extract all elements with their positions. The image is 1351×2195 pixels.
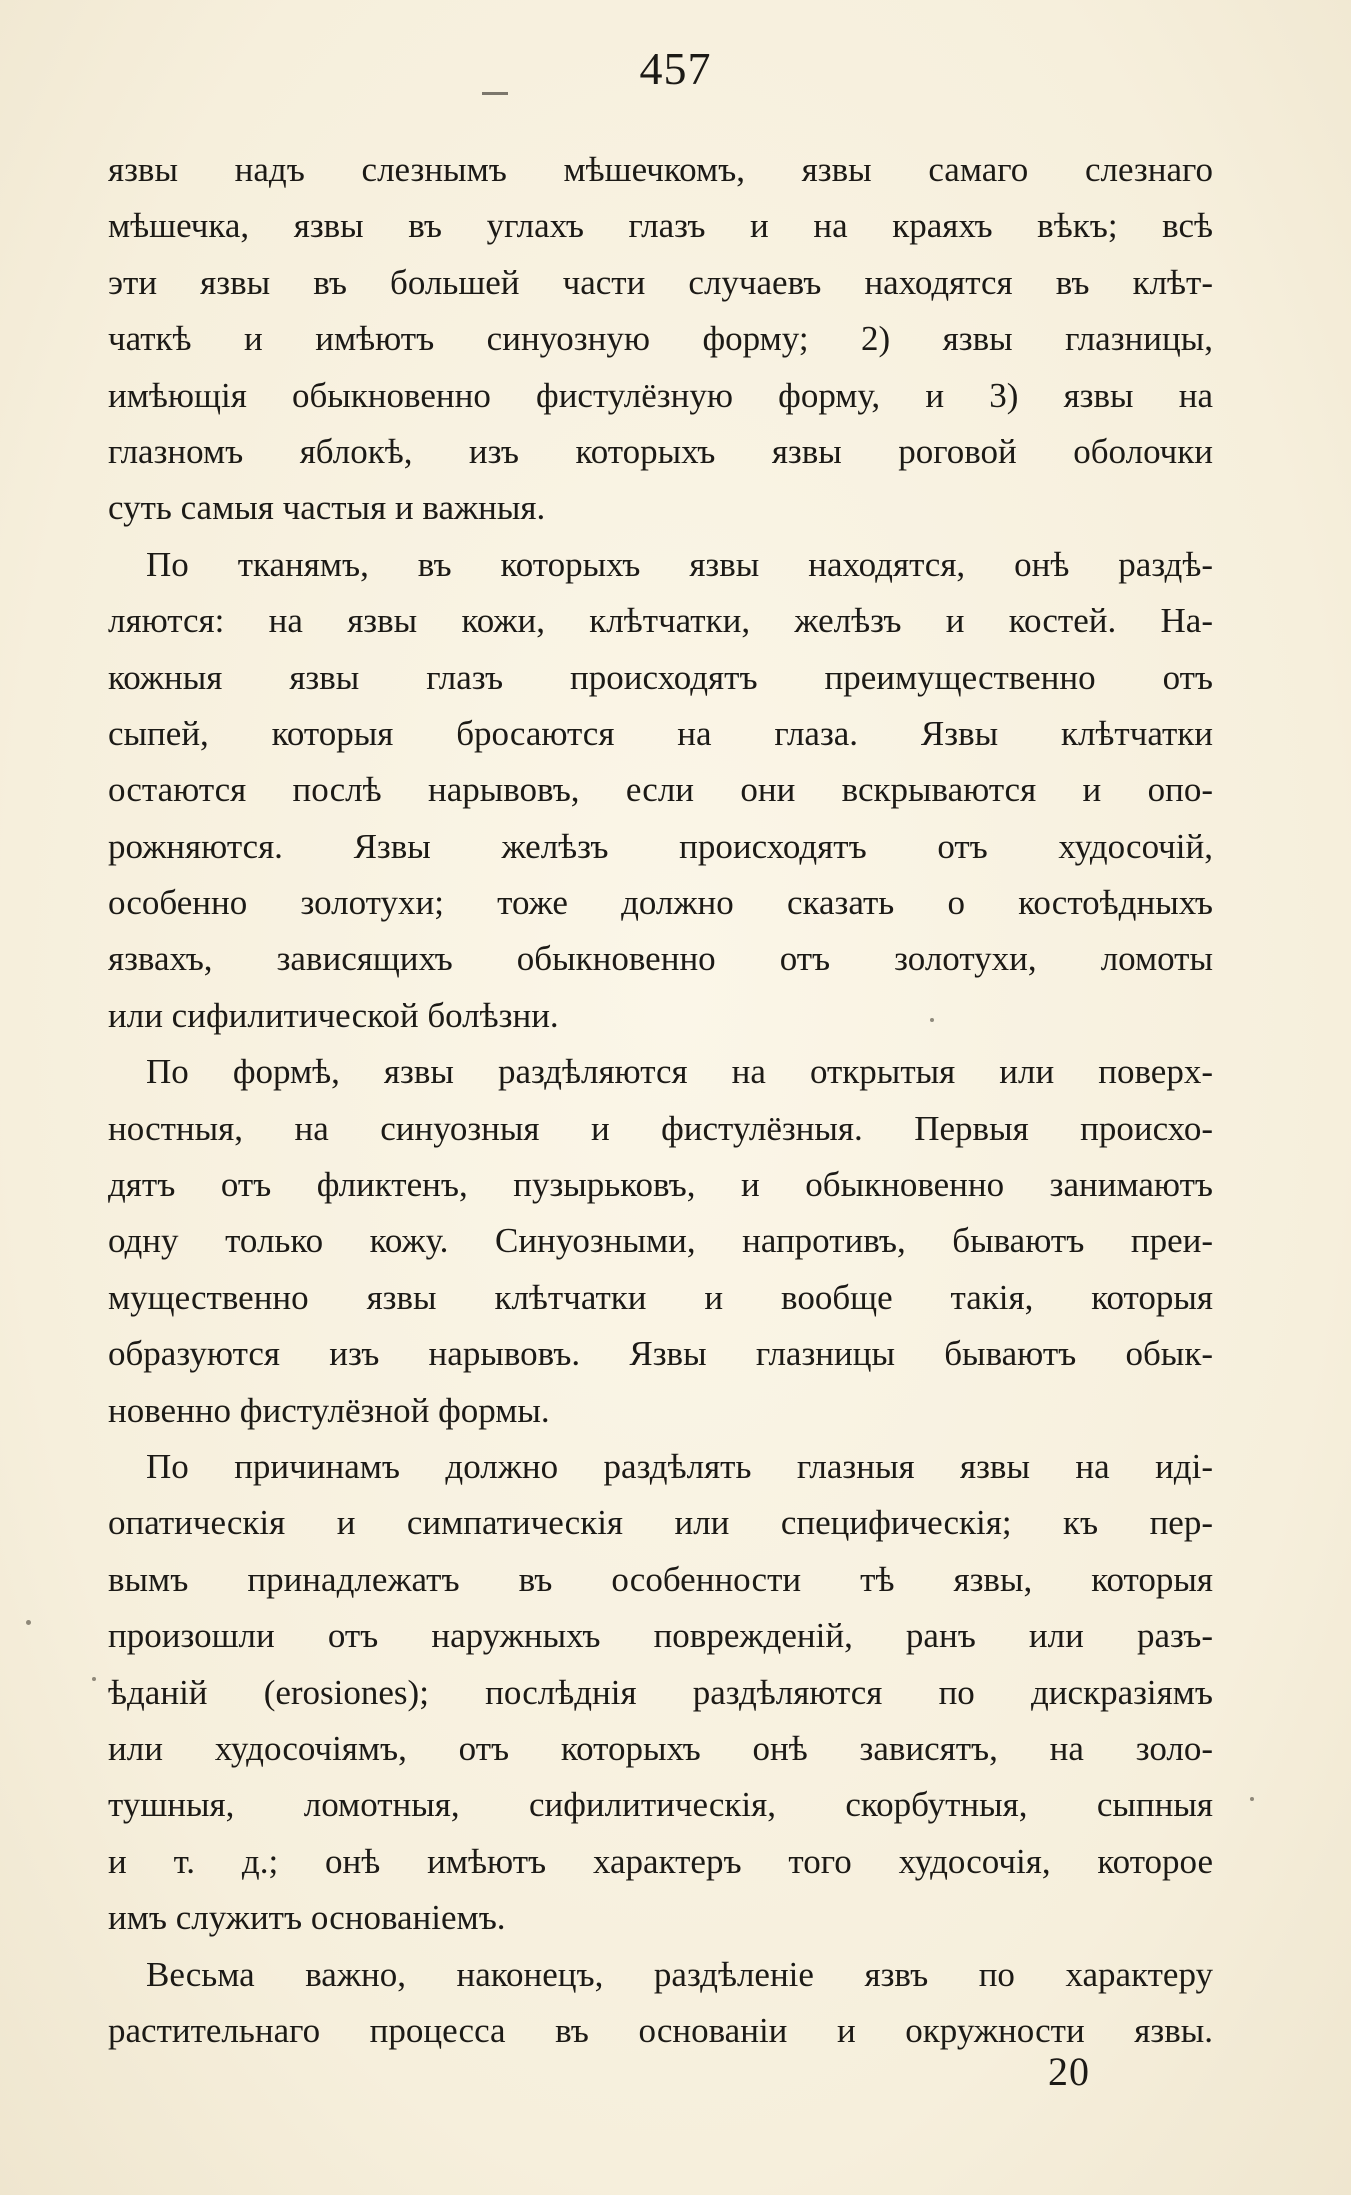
text-line: дятъ отъ фликтенъ, пузырьковъ, и обыкновенно занимаютъ [108,1165,1213,1205]
text-line: ностныя, на синуозныя и фистулёзныя. Первыя происхо- [108,1108,1213,1148]
text-line: и т. д.; онѣ имѣютъ характеръ того худосочія, которое [108,1841,1213,1881]
text-line: чаткѣ и имѣютъ синуозную форму; 2) язвы глазницы, [108,319,1213,359]
text-line: По причинамъ должно раздѣлять глазныя язвы на иді- [146,1446,1213,1486]
text-line: остаются послѣ нарывовъ, если они вскрываются и опо- [108,770,1213,810]
paragraph-by-process [108,1947,1213,2060]
text-line: растительнаго процесса въ основаніи и окружности язвы. [108,2010,1213,2050]
text-line: или сифилитической болѣзни. [108,995,559,1035]
text-line: ляются: на язвы кожи, клѣтчатки, желѣзъ и костей. На- [108,601,1213,641]
ink-speck [92,1677,96,1681]
text-line: или худосочіямъ, отъ которыхъ онѣ зависятъ, на золо- [108,1728,1213,1768]
paragraph-ulcer-locations [108,142,1213,537]
text-line: кожныя язвы глазъ происходятъ преимущественно отъ [108,657,1213,697]
ink-speck [1250,1797,1254,1801]
text-line: имъ служитъ основаніемъ. [108,1898,506,1938]
text-line: глазномъ яблокѣ, изъ которыхъ язвы роговой оболочки [108,431,1213,471]
paragraph-by-causes [108,1439,1213,1947]
text-line: имѣющія обыкновенно фистулёзную форму, и 3) язвы на [108,375,1213,415]
text-line: эти язвы въ большей части случаевъ находятся въ клѣт- [108,262,1213,302]
text-line: особенно золотухи; тоже должно сказать о костоѣдныхъ [108,883,1213,923]
body-text [108,142,1213,2059]
text-line: мущественно язвы клѣтчатки и вообще такія, которыя [108,1277,1213,1317]
text-line: суть самыя частыя и важныя. [108,488,546,528]
paragraph-by-tissues [108,537,1213,1045]
text-line: новенно фистулёзной формы. [108,1390,550,1430]
text-line: тушныя, ломотныя, сифилитическія, скорбутныя, сыпныя [108,1785,1213,1825]
ink-speck [26,1620,31,1625]
text-line: рожняются. Язвы желѣзъ происходятъ отъ худосочій, [108,826,1213,866]
text-line: одну только кожу. Синуозными, напротивъ, бываютъ преи- [108,1221,1213,1261]
ink-speck [930,1018,934,1022]
text-line: сыпей, которыя бросаются на глаза. Язвы клѣтчатки [108,713,1213,753]
paragraph-by-form [108,1044,1213,1439]
text-line: произошли отъ наружныхъ поврежденій, ранъ или разъ- [108,1616,1213,1656]
page-number: 457 [639,43,712,94]
text-line: вымъ принадлежатъ въ особенности тѣ язвы, которыя [108,1559,1213,1599]
text-line: мѣшечка, язвы въ углахъ глазъ и на краяхъ вѣкъ; всѣ [108,206,1213,246]
header-ink-mark [482,92,508,95]
text-line: опатическія и симпатическія или специфическія; къ пер- [108,1503,1213,1543]
text-line: По формѣ, язвы раздѣляются на открытыя или поверх- [146,1052,1213,1092]
text-line: язвы надъ слезнымъ мѣшечкомъ, язвы самаго слезнаго [108,150,1213,189]
text-line: ѣданій (erosiones); послѣднія раздѣляются по дискразіямъ [108,1672,1213,1712]
text-line: образуются изъ нарывовъ. Язвы глазницы бываютъ обык- [108,1334,1213,1374]
printer-signature-mark: 20 [1048,2049,1090,2094]
text-line: язвахъ, зависящихъ обыкновенно отъ золотухи, ломоты [108,939,1213,979]
text-line: Весьма важно, наконецъ, раздѣленіе язвъ по характеру [146,1954,1213,1994]
text-line: По тканямъ, въ которыхъ язвы находятся, онѣ раздѣ- [146,544,1213,584]
